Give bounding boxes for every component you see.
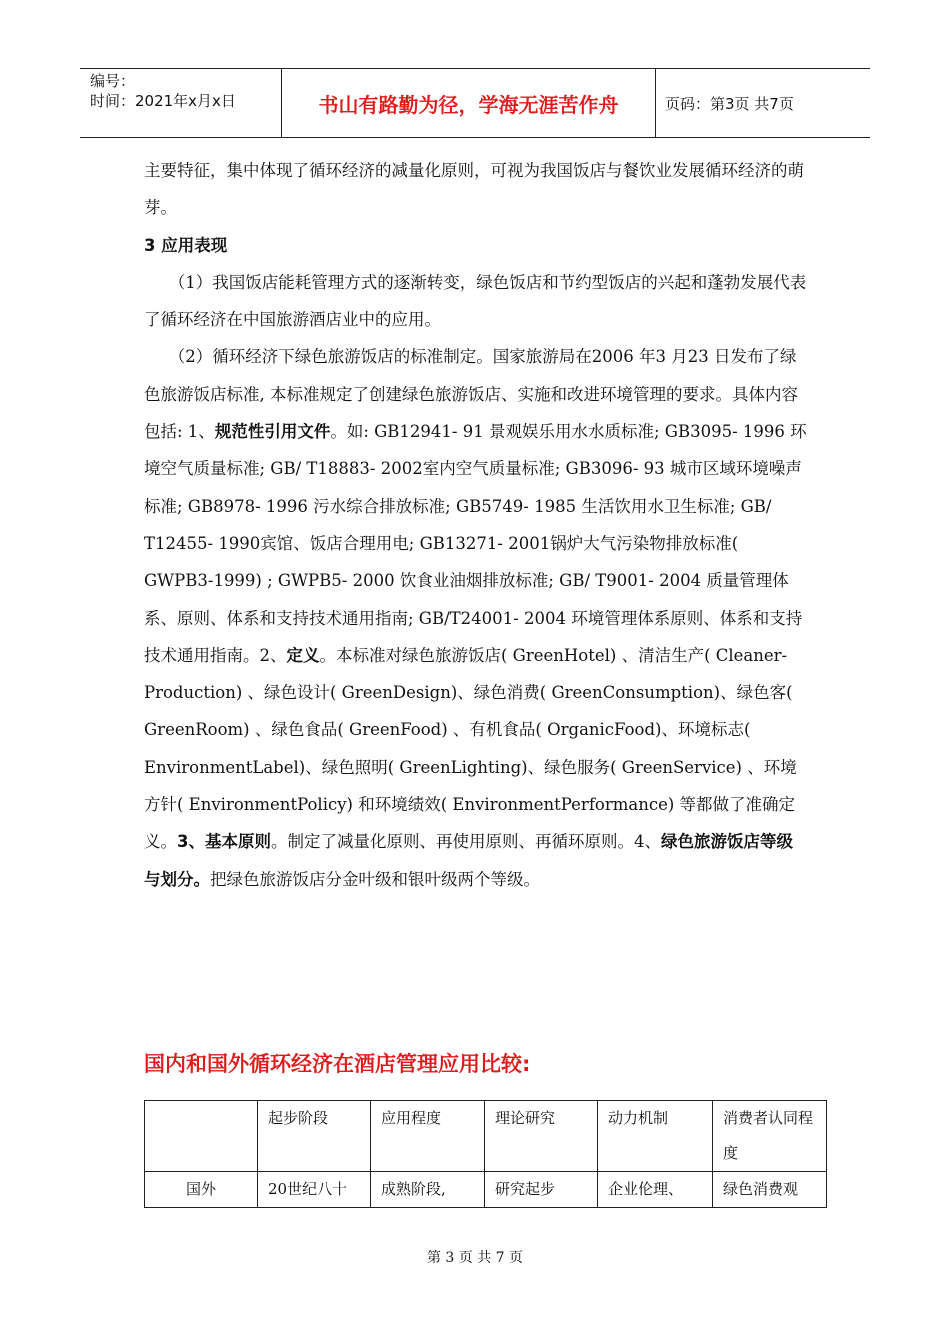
paragraph-3 [144,338,809,897]
page-header [80,68,870,138]
document-time: 时间：2021年x月x日 [90,92,236,110]
paragraph-3-text-e: 。制定了减量化原则、再使用原则、再循环原则。4、 [270,832,661,852]
table-header-cell: 理论研究 [485,1101,598,1172]
paragraph-2: （1）我国饭店能耗管理方式的逐渐转变，绿色饭店和节约型饭店的兴起和蓬勃发展代表了循环经济在中国旅游酒店业中的应用。 [144,272,807,330]
paragraph-3-bold-4: 绿色旅游饭店等级与划分。 [144,832,793,889]
header-meta [80,69,282,137]
section-title: 3 应用表现 [144,235,228,255]
comparison-heading: 国内和国外循环经济在酒店管理应用比较: [144,1052,531,1076]
document-number: 编号： [90,72,136,90]
table-row [145,1172,827,1208]
header-page-number: 页码：第3页 共7页 [665,94,794,113]
paragraph-3-text-f: 把绿色旅游饭店分金叶级和银叶级两个等级。 [210,869,540,889]
paragraph-3-bold-1: 规范性引用文件 [214,422,331,442]
paragraph-3-bold-3: 3、基本原则 [177,832,271,852]
table-header-cell [145,1101,258,1172]
table-header-cell: 应用程度 [371,1101,485,1172]
table-header-row [145,1101,827,1172]
page-footer: 第 3 页 共 7 页 [426,1250,524,1266]
comparison-table [144,1100,827,1208]
paragraph-1: 主要特征，集中体现了循环经济的减量化原则，可视为我国饭店与餐饮业发展循环经济的萌芽。 [144,161,804,218]
table-cell: 国外 [145,1172,258,1208]
document-body [144,152,809,898]
table-header-cell: 起步阶段 [258,1101,371,1172]
paragraph-3-text-a: （2）循环经济下绿色旅游饭店的标准制定。国家旅游局在2006 年3 月23 日发布了绿色旅游饭店标准, 本标准规定了创建绿色旅游饭店、实施和改进环境管理的要求。具体内容包括: 1、 [144,347,798,442]
paragraph-3-text-c: 。如: GB12941- 91 景观娱乐用水水质标准; GB3095- 1996 环境空气质量标准; GB/ T18883- 2002室内空气质量标准; GB3096- 93 城市区域环境噪声标准; GB8978- 1996 污水综合排放标准; GB5749- 1985 生活饮用水卫生标准; GB/ T12455- 1990宾馆、饭店合理用电; GB13271- 2001锅炉大气污染物排放标准( GWPB3-1999) ; GWPB5- 2000 饮食业油烟排放标准; GB/ T9001- 2004 质量管理体系、原则、体系和支持技术通用指南; GB/T24001- 2004 环境管理体系原则、体系和支持技术通用指南。2、 [144,422,807,665]
table-header-cell: 动力机制 [598,1101,713,1172]
paragraph-3-text-d: 。本标准对绿色旅游饭店( GreenHotel) 、清洁生产( Cleaner-Production) 、绿色设计( GreenDesign)、绿色消费( GreenConsumption)、绿色客( GreenRoom) 、绿色食品( GreenFood) 、有机食品( OrganicFood)、环境标志( EnvironmentLabel)、绿色照明( GreenLighting)、绿色服务( GreenService) 、环境方针( EnvironmentPolicy) 和环境绩效( EnvironmentPerformance) 等都做了准确定义。 [144,645,797,852]
table-header-cell: 消费者认同程度 [713,1101,827,1172]
table-cell: 企业伦理、 [598,1172,713,1208]
table-cell: 20世纪八十 [258,1172,371,1208]
header-motto: 书山有路勤为径，学海无涯苦作舟 [282,69,656,137]
table-cell: 研究起步 [485,1172,598,1208]
paragraph-3-bold-2: 定义 [286,645,320,665]
table-cell: 绿色消费观 [713,1172,827,1208]
table-cell: 成熟阶段, [371,1172,485,1208]
